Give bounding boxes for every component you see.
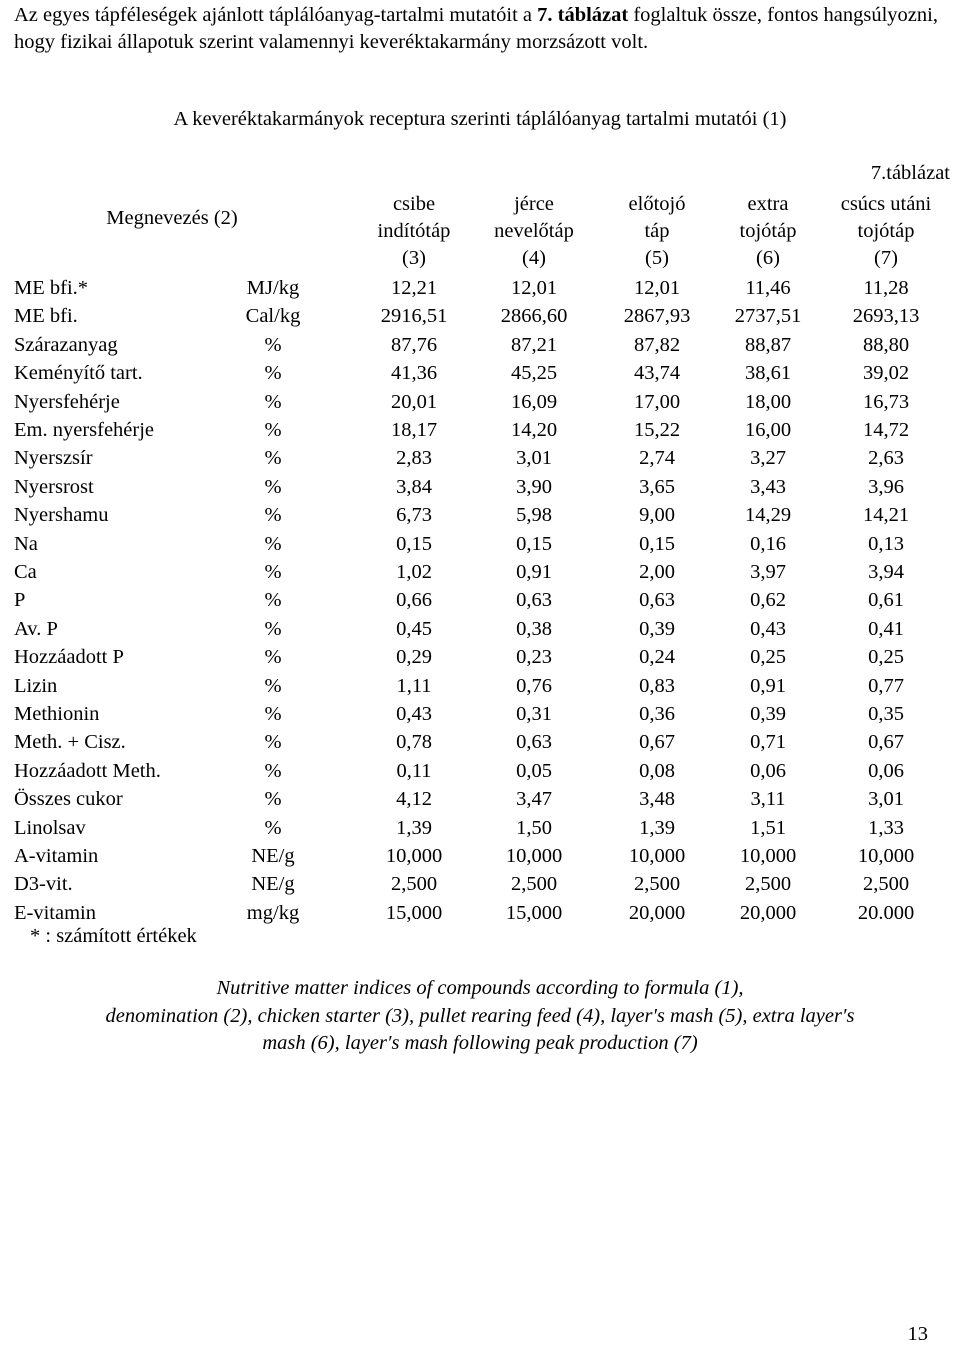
column-header-line: tojótáp — [739, 220, 797, 242]
cell-value: 3,94 — [868, 561, 904, 583]
table-row — [0, 728, 960, 756]
cell-value: 0,25 — [868, 646, 904, 669]
row-label: P — [14, 589, 26, 612]
cell-value: 0,39 — [639, 617, 675, 640]
cell-value: 38,61 — [744, 362, 792, 385]
table-row — [0, 473, 960, 501]
cell-value: 11,28 — [863, 277, 909, 299]
table-row — [0, 672, 960, 700]
cell-value: 0,16 — [750, 532, 786, 555]
cell-value: 5,98 — [516, 504, 552, 527]
row-unit: % — [264, 475, 282, 498]
intro-table-ref: 7. táblázat — [537, 4, 629, 26]
row-label: E-vitamin — [14, 901, 96, 924]
column-header — [344, 191, 484, 272]
cell-value: 0,29 — [396, 646, 432, 669]
row-unit: mg/kg — [246, 901, 300, 924]
column-header-line: előtojó — [628, 193, 686, 215]
row-label: Na — [14, 532, 38, 555]
cell-value: 2,500 — [633, 873, 681, 896]
table-row — [0, 586, 960, 614]
cell-value: 39,02 — [862, 362, 910, 385]
row-unit: % — [264, 731, 282, 754]
table-row — [0, 274, 960, 302]
cell-value: 87,76 — [390, 333, 438, 356]
cell-value: 0,23 — [516, 646, 552, 669]
cell-value: 0,15 — [516, 532, 552, 555]
cell-value: 0,67 — [868, 731, 904, 754]
cell-value: 10,000 — [505, 845, 563, 867]
cell-value: 1,51 — [750, 816, 786, 839]
cell-value: 0,63 — [516, 731, 552, 754]
cell-value: 20,01 — [390, 390, 438, 413]
cell-value: 0,06 — [750, 759, 786, 782]
cell-value: 17,00 — [633, 390, 681, 413]
table-row — [0, 814, 960, 842]
column-header-line: táp — [644, 220, 670, 242]
cell-value: 2,63 — [868, 447, 904, 470]
table-title: A keveréktakarmányok receptura szerinti táplálóanyag tartalmi mutatói (1) — [173, 108, 787, 130]
row-unit: Cal/kg — [245, 305, 301, 328]
cell-value: 0,15 — [639, 532, 675, 555]
cell-value: 10,000 — [628, 845, 686, 867]
cell-value: 18,00 — [744, 390, 792, 413]
cell-value: 3,48 — [639, 788, 675, 811]
cell-value: 2916,51 — [380, 305, 448, 328]
column-header — [464, 191, 604, 272]
cell-value: 3,01 — [868, 788, 904, 811]
row-unit: % — [264, 759, 282, 782]
intro-text-1: Az egyes tápféleségek ajánlott táplálóanyag-tartalmi mutatóit a — [14, 4, 538, 26]
cell-value: 18,17 — [390, 419, 438, 441]
row-unit: % — [264, 589, 282, 612]
cell-value: 2866,60 — [500, 305, 568, 328]
cell-value: 3,97 — [750, 561, 786, 583]
cell-value: 0,76 — [516, 674, 552, 697]
cell-value: 16,73 — [862, 390, 910, 413]
cell-value: 15,000 — [385, 901, 443, 924]
cell-value: 1,39 — [396, 816, 432, 839]
row-label: Keményítő tart. — [14, 362, 143, 385]
cell-value: 2737,51 — [734, 305, 802, 328]
table-row — [0, 870, 960, 898]
cell-value: 0,62 — [750, 589, 786, 612]
column-header-line: tojótáp — [857, 220, 915, 242]
cell-value: 0,25 — [750, 646, 786, 669]
row-label: Nyersrost — [14, 475, 94, 498]
caption-line: denomination (2), chicken starter (3), pullet rearing feed (4), layer′s mash (5), extra layer′s — [105, 1004, 855, 1027]
cell-value: 0,71 — [750, 731, 786, 754]
cell-value: 0,06 — [868, 759, 904, 782]
row-label: Ca — [14, 561, 37, 583]
cell-value: 12,01 — [510, 277, 558, 299]
cell-value: 1,39 — [639, 816, 675, 839]
cell-value: 2,500 — [744, 873, 792, 896]
row-unit: % — [264, 788, 282, 811]
column-header-line: csibe — [392, 193, 436, 215]
row-unit: % — [264, 816, 282, 839]
row-label: ME bfi.* — [14, 277, 89, 299]
row-unit: % — [264, 646, 282, 669]
cell-value: 3,65 — [639, 475, 675, 498]
table-row — [0, 444, 960, 472]
cell-value: 3,11 — [750, 788, 786, 811]
row-unit: % — [264, 362, 282, 385]
cell-value: 0,78 — [396, 731, 432, 754]
row-label: Nyershamu — [14, 504, 109, 527]
cell-value: 0,11 — [396, 759, 432, 782]
cell-value: 0,36 — [639, 703, 675, 725]
cell-value: 0,91 — [750, 674, 786, 697]
cell-value: 20.000 — [857, 901, 915, 924]
cell-value: 43,74 — [633, 362, 681, 385]
cell-value: 3,47 — [516, 788, 552, 811]
cell-value: 20,000 — [628, 901, 686, 924]
cell-value: 2693,13 — [852, 305, 920, 328]
column-header-line: (6) — [756, 247, 780, 269]
cell-value: 1,50 — [516, 816, 552, 839]
cell-value: 0,43 — [750, 617, 786, 640]
table-row — [0, 842, 960, 870]
cell-value: 0,15 — [396, 532, 432, 555]
cell-value: 0,31 — [516, 703, 552, 725]
cell-value: 14,29 — [744, 504, 792, 527]
table-row — [0, 615, 960, 643]
column-header-line: jérce — [514, 193, 554, 215]
column-header — [816, 191, 956, 272]
cell-value: 88,87 — [744, 333, 792, 356]
table-row — [0, 785, 960, 813]
table-row — [0, 359, 960, 387]
column-header-line: indítótáp — [377, 220, 451, 242]
row-label: Hozzáadott P — [14, 646, 124, 669]
table-row — [0, 302, 960, 330]
column-header-line: (3) — [402, 247, 426, 269]
cell-value: 0,39 — [750, 703, 786, 725]
row-unit: % — [264, 617, 282, 640]
cell-value: 14,72 — [862, 419, 910, 441]
cell-value: 2,500 — [390, 873, 438, 896]
table-row — [0, 700, 960, 728]
row-unit: % — [264, 674, 282, 697]
column-header-line: csúcs utáni — [840, 193, 932, 215]
cell-value: 2,500 — [862, 873, 910, 896]
cell-value: 10,000 — [385, 845, 443, 867]
cell-value: 0,38 — [516, 617, 552, 640]
header-name: Megnevezés (2) — [106, 207, 238, 229]
row-label: Szárazanyag — [14, 333, 118, 356]
table-row — [0, 388, 960, 416]
cell-value: 14,21 — [862, 504, 910, 527]
cell-value: 0,63 — [639, 589, 675, 612]
cell-value: 0,45 — [396, 617, 432, 640]
row-label: Em. nyersfehérje — [14, 419, 155, 441]
row-unit: NE/g — [251, 873, 295, 896]
cell-value: 15,22 — [633, 419, 681, 441]
row-label: Meth. + Cisz. — [14, 731, 126, 754]
cell-value: 3,96 — [868, 475, 904, 498]
cell-value: 1,11 — [396, 674, 432, 697]
cell-value: 12,01 — [633, 277, 681, 299]
cell-value: 0,66 — [396, 589, 432, 612]
cell-value: 0,83 — [639, 674, 675, 697]
cell-value: 16,09 — [510, 390, 558, 413]
intro-text-2: foglaltuk össze, fontos hangsúlyozni, hogy fizikai állapotuk szerint valamennyi keveréktakarmány morzsázott volt. — [14, 4, 938, 53]
cell-value: 0,91 — [516, 561, 552, 583]
caption-line: mash (6), layer′s mash following peak production (7) — [262, 1032, 698, 1054]
cell-value: 9,00 — [639, 504, 675, 527]
row-label: Hozzáadott Meth. — [14, 759, 161, 782]
row-label: Nyerszsír — [14, 447, 93, 470]
cell-value: 0,61 — [868, 589, 904, 612]
page-number: 13 — [907, 1323, 928, 1345]
cell-value: 88,80 — [862, 333, 910, 356]
table-row — [0, 757, 960, 785]
cell-value: 0,41 — [868, 617, 904, 640]
cell-value: 3,01 — [516, 447, 552, 470]
cell-value: 87,21 — [510, 333, 558, 356]
row-unit: % — [264, 333, 282, 356]
cell-value: 14,20 — [510, 419, 558, 441]
column-header-line: (5) — [645, 247, 669, 269]
cell-value: 2,74 — [639, 447, 675, 470]
cell-value: 0,24 — [639, 646, 675, 669]
cell-value: 2,500 — [510, 873, 558, 896]
cell-value: 10,000 — [857, 845, 915, 867]
table-row — [0, 558, 960, 586]
cell-value: 0,13 — [868, 532, 904, 555]
row-label: Összes cukor — [14, 788, 123, 811]
table-row — [0, 530, 960, 558]
row-unit: % — [264, 532, 282, 555]
cell-value: 0,35 — [868, 703, 904, 725]
row-label: Methionin — [14, 703, 100, 725]
table-row — [0, 899, 960, 927]
intro-paragraph — [14, 2, 944, 56]
column-header-line: (4) — [522, 247, 546, 269]
cell-value: 1,33 — [868, 816, 904, 839]
column-header-line: nevelőtáp — [494, 220, 574, 242]
cell-value: 0,63 — [516, 589, 552, 612]
cell-value: 2,00 — [639, 561, 675, 583]
table-row — [0, 643, 960, 671]
cell-value: 3,84 — [396, 475, 432, 498]
cell-value: 0,67 — [639, 731, 675, 754]
cell-value: 45,25 — [510, 362, 558, 385]
row-label: D3-vit. — [14, 873, 73, 896]
row-label: Lizin — [14, 674, 58, 697]
cell-value: 20,000 — [739, 901, 797, 924]
cell-value: 15,000 — [505, 901, 563, 924]
cell-value: 16,00 — [744, 419, 792, 441]
cell-value: 0,43 — [396, 703, 432, 725]
table-row — [0, 416, 960, 444]
cell-value: 3,90 — [516, 475, 552, 498]
row-label: Linolsav — [14, 816, 86, 839]
row-label: Nyersfehérje — [14, 390, 120, 413]
row-unit: % — [264, 447, 282, 470]
footnote: * : számított értékek — [30, 925, 197, 947]
cell-value: 2867,93 — [623, 305, 691, 328]
cell-value: 3,43 — [750, 475, 786, 498]
row-label: A-vitamin — [14, 845, 99, 867]
cell-value: 0,77 — [868, 674, 904, 697]
row-unit: % — [264, 561, 282, 583]
column-header-line: (7) — [874, 247, 898, 269]
cell-value: 6,73 — [396, 504, 432, 527]
caption-line: Nutritive matter indices of compounds according to formula (1), — [216, 977, 744, 999]
cell-value: 41,36 — [390, 362, 438, 385]
row-label: Av. P — [14, 617, 58, 640]
cell-value: 12,21 — [390, 277, 438, 299]
table-number: 7.táblázat — [870, 162, 950, 184]
column-header-line: extra — [747, 193, 789, 215]
cell-value: 4,12 — [396, 788, 432, 811]
row-unit: % — [264, 419, 282, 441]
cell-value: 2,83 — [396, 447, 432, 470]
cell-value: 1,02 — [396, 561, 432, 583]
row-unit: % — [264, 504, 282, 527]
cell-value: 87,82 — [633, 333, 681, 356]
table-row — [0, 501, 960, 529]
row-unit: % — [264, 390, 282, 413]
table-row — [0, 331, 960, 359]
cell-value: 10,000 — [739, 845, 797, 867]
row-unit: MJ/kg — [246, 277, 300, 299]
cell-value: 3,27 — [750, 447, 786, 470]
cell-value: 11,46 — [745, 277, 791, 299]
row-label: ME bfi. — [14, 305, 78, 328]
english-caption — [0, 975, 960, 1058]
cell-value: 0,08 — [639, 759, 675, 782]
row-unit: % — [264, 703, 282, 725]
cell-value: 0,05 — [516, 759, 552, 782]
row-unit: NE/g — [251, 845, 295, 867]
